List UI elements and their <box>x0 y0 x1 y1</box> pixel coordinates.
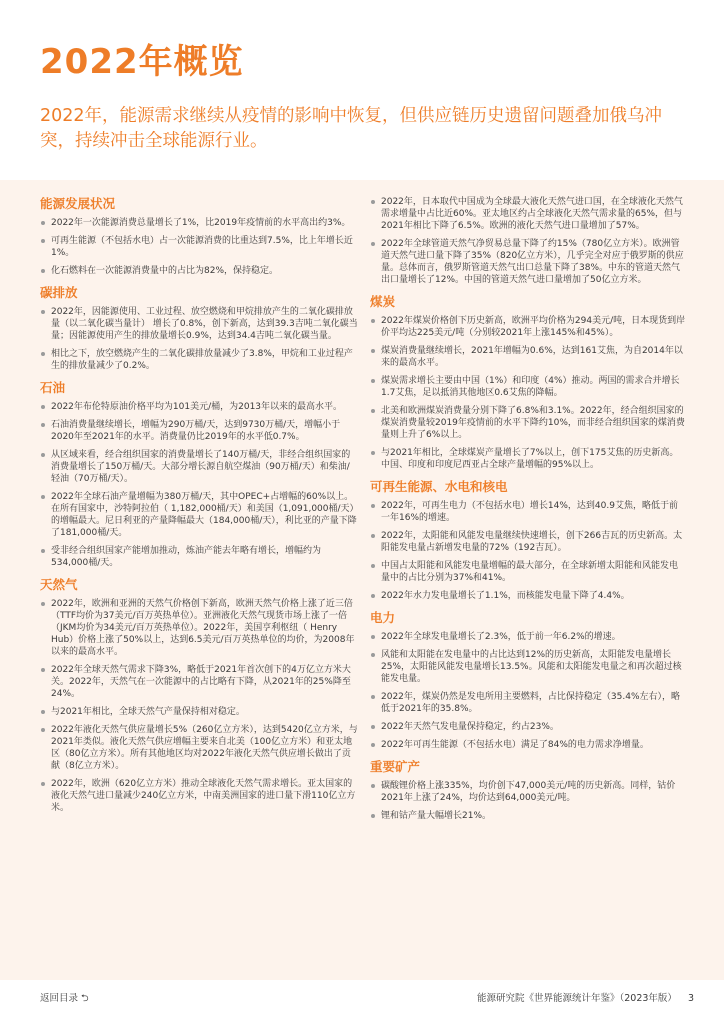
bullet-item: 2022年全球管道天然气净贸易总量下降了约15%（780亿立方米）。欧洲管道天然气进口量下降了35%（820亿立方米），几乎完全对应于俄罗斯的供应量。总体而言，俄罗斯管道天然气出口总量下降了38%。中东的管道天然气出口量增长了12%。中国的管道天然气进口量增加了50亿立方米。 <box>370 238 686 286</box>
bullet-item: 2022年全球石油产量增幅为380万桶/天，其中OPEC+占增幅的60%以上。在所有国家中，沙特阿拉伯（ 1,182,000桶/天）和美国（1,091,000桶/天）的增幅最大。尼日利亚的产量降幅最大（184,000桶/天），利比亚的产量下降了181,000桶/天。 <box>40 491 358 539</box>
bullet-item: 2022年全球发电量增长了2.3%，低于前一年6.2%的增速。 <box>370 631 686 643</box>
section-heading: 电力 <box>370 610 396 625</box>
bullet-item: 2022年水力发电量增长了1.1%，而核能发电量下降了4.4%。 <box>370 590 686 602</box>
bullet-item: 受非经合组织国家产能增加推动，炼油产能去年略有增长，增幅约为534,000桶/天。 <box>40 545 358 569</box>
bullet-item: 北美和欧洲煤炭消费量分别下降了6.8%和3.1%。2022年，经合组织国家的煤炭消费量较2019年疫情前的水平下降约10%，而非经合组织国家的煤消费量则上升了6%以上。 <box>370 405 686 441</box>
bullet-item: 2022年全球天然气需求下降3%，略低于2021年首次创下的4万亿立方米大关。2022年，天然气在一次能源中的占比略有下降，从2021年的25%降至24%。 <box>40 664 358 700</box>
bullet-item: 2022年一次能源消费总量增长了1%，比2019年疫情前的水平高出约3%。 <box>40 217 358 229</box>
bullet-item: 与2021年相比，全球煤炭产量增长了7%以上，创下175艾焦的历史新高。中国、印度和印度尼西亚占全球产量增幅的95%以上。 <box>370 447 686 471</box>
bullet-list <box>370 631 686 751</box>
bullet-item: 2022年，煤炭仍然是发电所用主要燃料，占比保持稳定（35.4%左右），略低于2021年的35.8%。 <box>370 691 686 715</box>
section <box>40 285 358 372</box>
section-heading: 重要矿产 <box>370 759 421 774</box>
lead-paragraph: 2022年，能源需求继续从疫情的影响中恢复，但供应链历史遗留问题叠加俄乌冲突，持续冲击全球能源行业。 <box>40 106 663 151</box>
section <box>370 479 686 602</box>
bullet-list <box>40 401 358 569</box>
footer-source <box>477 990 694 1004</box>
section-heading: 可再生能源、水电和核电 <box>370 479 508 494</box>
section-heading: 能源发展状况 <box>40 196 116 211</box>
section-heading: 煤炭 <box>370 294 396 309</box>
section-heading: 石油 <box>40 380 66 395</box>
bullet-item: 从区域来看，经合组织国家的消费量增长了140万桶/天，非经合组织国家的消费量增长了150万桶/天。大部分增长源自航空煤油（90万桶/天）和柴油/轻油（70万桶/天）。 <box>40 449 358 485</box>
bullet-item: 2022年液化天然气供应量增长5%（260亿立方米），达到5420亿立方米，与2021年类似。液化天然气供应增幅主要来自北美（100亿立方米）和亚太地区（80亿立方米）。所有其他地区均对2022年液化天然气供应增长做出了贡献（8亿立方米）。 <box>40 724 358 772</box>
section <box>370 196 686 286</box>
left-column <box>40 196 358 822</box>
bullet-list <box>370 780 686 822</box>
back-to-contents-link[interactable]: 返回目录 ⮌ <box>40 993 89 1004</box>
section <box>370 294 686 471</box>
page-title: 2022年概览 <box>40 42 244 82</box>
bullet-item: 2022年，日本取代中国成为全球最大液化天然气进口国，在全球液化天然气需求增量中占比近60%。亚太地区约占全球液化天然气需求量的65%，但与2021年相比下降了6.5%。欧洲的液化天然气进口量增加了57%。 <box>370 196 686 232</box>
section <box>40 380 358 569</box>
bullet-item: 煤炭需求增长主要由中国（1%）和印度（4%）推动。两国的需求合并增长1.7艾焦，足以抵消其他地区0.6艾焦的降幅。 <box>370 375 686 399</box>
page-number: 3 <box>687 993 694 1004</box>
bullet-item: 中国占太阳能和风能发电量增幅的最大部分，在全球新增太阳能和风能发电量中的占比分别为37%和41%。 <box>370 560 686 584</box>
bullet-list <box>40 306 358 372</box>
section <box>40 196 358 277</box>
bullet-list <box>40 598 358 814</box>
bullet-item: 2022年布伦特原油价格平均为101美元/桶，为2013年以来的最高水平。 <box>40 401 358 413</box>
bullet-item: 2022年，欧洲（620亿立方米）推动全球液化天然气需求增长。亚太国家的液化天然气进口量减少240亿立方米，中南美洲国家的进口量下滑110亿立方米。 <box>40 778 358 814</box>
right-column <box>370 196 686 830</box>
bullet-item: 化石燃料在一次能源消费量中的占比为82%，保持稳定。 <box>40 265 358 277</box>
bullet-item: 2022年，太阳能和风能发电量继续快速增长，创下266吉瓦的历史新高。太阳能发电量占新增发电量的72%（192吉瓦）。 <box>370 530 686 554</box>
section <box>370 759 686 822</box>
bullet-item: 2022年，可再生电力（不包括水电）增长14%，达到40.9艾焦，略低于前一年16%的增速。 <box>370 500 686 524</box>
bullet-list <box>370 500 686 602</box>
bullet-item: 相比之下，放空燃烧产生的二氧化碳排放量减少了3.8%，甲烷和工业过程产生的排放量减少了0.2%。 <box>40 348 358 372</box>
bullet-item: 锂和钴产量大幅增长21%。 <box>370 810 686 822</box>
bullet-item: 风能和太阳能在发电量中的占比达到12%的历史新高，太阳能发电量增长25%，太阳能风能发电量增长13.5%。风能和太阳能发电量之和再次超过核能发电量。 <box>370 649 686 685</box>
bullet-item: 2022年可再生能源（不包括水电）满足了84%的电力需求净增量。 <box>370 739 686 751</box>
bullet-item: 2022年，欧洲和亚洲的天然气价格创下新高，欧洲天然气价格上涨了近三倍（TTF均价为37美元/百万英热单位）。亚洲液化天然气现货市场上涨了一倍（JKM均价为34美元/百万英热单位）。2022年，美国亨利枢纽（ Henry Hub）价格上涨了50%以上，达到6.5美元/百万英热单位的均价，为2008年以来的最高水平。 <box>40 598 358 658</box>
bullet-item: 2022年煤炭价格创下历史新高，欧洲平均价格为294美元/吨，日本现货到岸价平均达225美元/吨（分别较2021年上涨145%和45%）。 <box>370 315 686 339</box>
bullet-item: 与2021年相比，全球天然气产量保持相对稳定。 <box>40 706 358 718</box>
bullet-item: 碳酸锂价格上涨335%，均价创下47,000美元/吨的历史新高。同样，钴价2021年上涨了24%，均价达到64,000美元/吨。 <box>370 780 686 804</box>
bullet-list <box>370 196 686 286</box>
bullet-list <box>40 217 358 277</box>
section <box>370 610 686 751</box>
bullet-item: 可再生能源（不包括水电）占一次能源消费的比重达到7.5%，比上年增长近1%。 <box>40 235 358 259</box>
bullet-list <box>370 315 686 471</box>
section-heading: 天然气 <box>40 577 78 592</box>
bullet-item: 煤炭消费量继续增长，2021年增幅为0.6%，达到161艾焦，为自2014年以来的最高水平。 <box>370 345 686 369</box>
footer-source-text: 能源研究院《世界能源统计年鉴》（2023年版） <box>476 993 677 1004</box>
section-heading: 碳排放 <box>40 285 78 300</box>
bullet-item: 2022年，因能源使用、工业过程、放空燃烧和甲烷排放产生的二氧化碳排放量（以二氧化碳当量计） 增长了0.8%，创下新高，达到39.3吉吨二氧化碳当量；因能源使用产生的排放量增长0.9%，达到34.4吉吨二氧化碳当量。 <box>40 306 358 342</box>
section <box>40 577 358 814</box>
bullet-item: 石油消费量继续增长，增幅为290万桶/天，达到9730万桶/天，增幅小于2020年至2021年的水平。消费量仍比2019年的水平低0.7%。 <box>40 419 358 443</box>
bullet-item: 2022年天然气发电量保持稳定，约占23%。 <box>370 721 686 733</box>
